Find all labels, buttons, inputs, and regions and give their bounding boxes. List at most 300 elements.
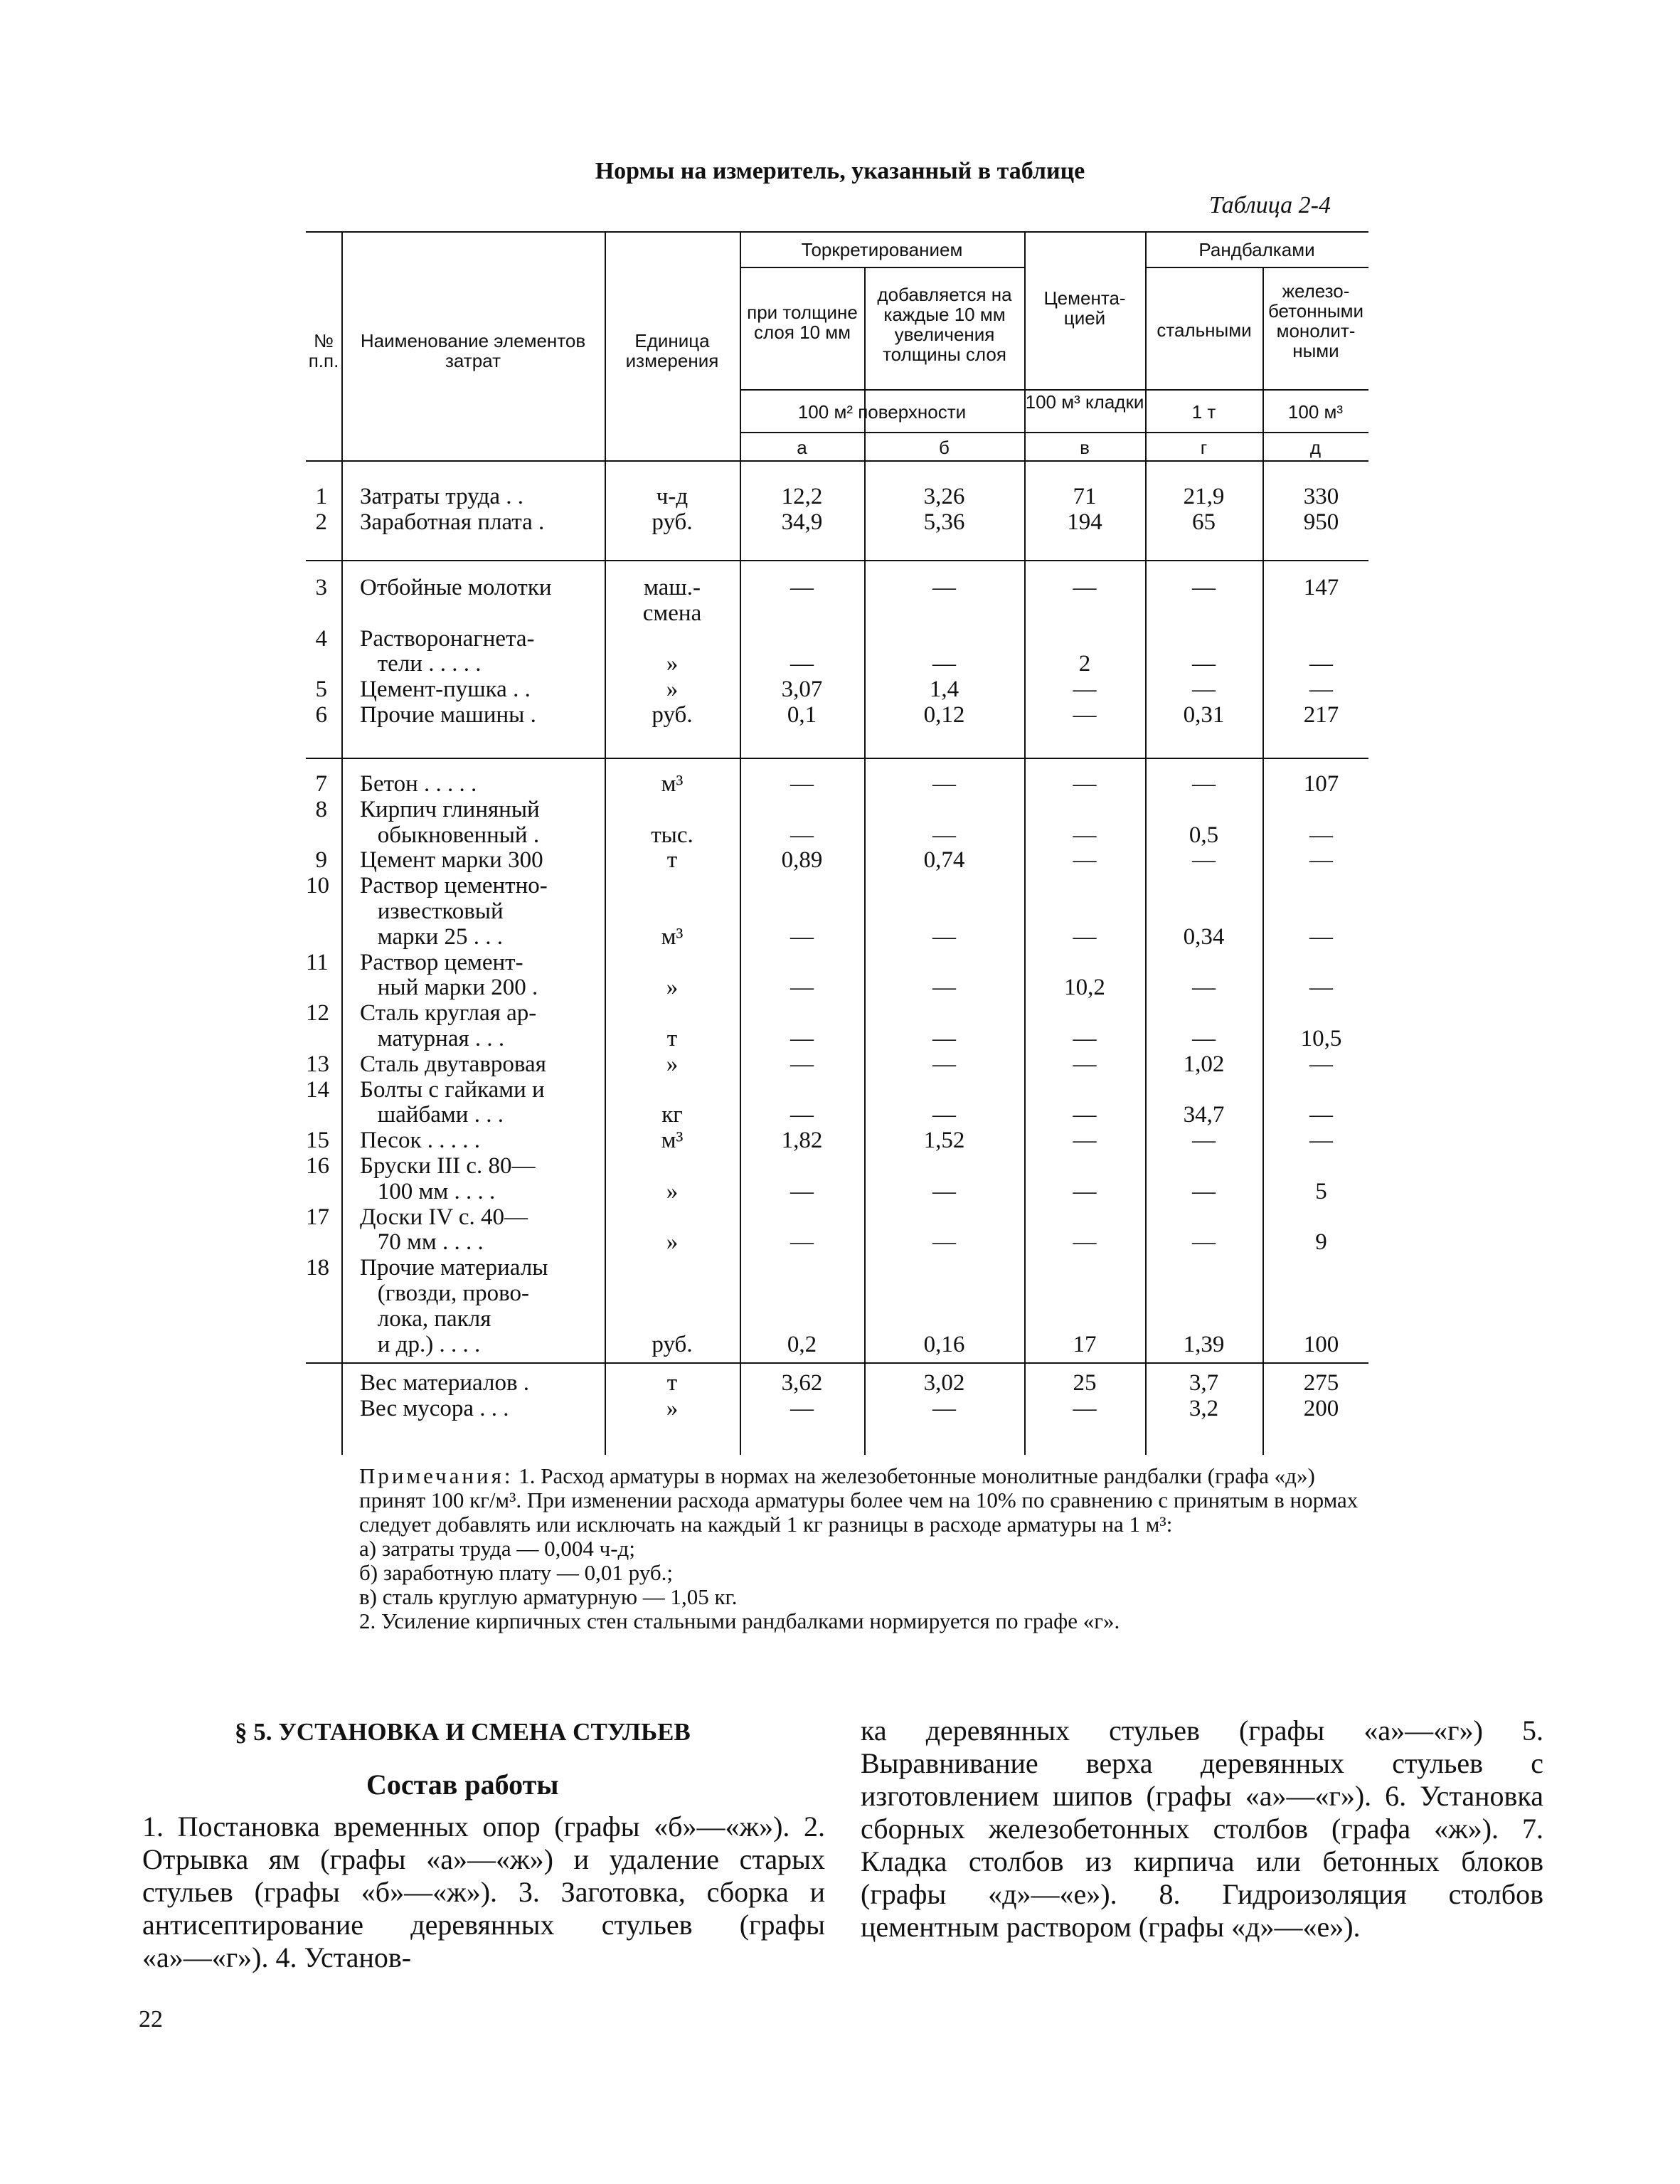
cell-a: — (790, 575, 814, 600)
cell-b: 0,12 (923, 702, 965, 728)
note-b: б) заработную плату — 0,01 руб.; (359, 1560, 673, 1585)
table-row (306, 950, 1368, 975)
cell-v (1024, 1281, 1145, 1306)
cell-a (740, 601, 864, 626)
cell-name: Заработная плата . (360, 509, 545, 535)
cell-unit (605, 899, 740, 924)
cell-b (864, 874, 1024, 898)
cell-g: 21,9 (1183, 484, 1225, 509)
cell-g: — (1192, 771, 1216, 797)
cell-g (1145, 797, 1262, 822)
cell-name: Сталь двутавровая (360, 1051, 546, 1077)
cell-g: 65 (1192, 509, 1216, 535)
cell-name: Доски IV с. 40— (360, 1204, 528, 1230)
cell-num: 16 (306, 1153, 329, 1179)
cell-b (864, 627, 1024, 652)
cell-a: 34,9 (781, 509, 823, 535)
cell-b: — (932, 822, 956, 848)
hdr-cement: Цемента-цией (1043, 287, 1126, 329)
cell-d: — (1309, 822, 1333, 848)
cell-a: 12,2 (781, 484, 823, 509)
cell-a: 3,62 (781, 1370, 823, 1396)
cell-d: 217 (1303, 702, 1339, 728)
cell-a: — (790, 975, 814, 1001)
cell-name: Цемент марки 300 (360, 847, 543, 874)
cell-unit: » (666, 975, 679, 1001)
cell-g: 3,2 (1189, 1395, 1219, 1421)
cell-name: известковый (360, 898, 504, 924)
cell-b: 5,36 (923, 509, 965, 535)
table-row (306, 1396, 1368, 1421)
cell-v: 17 (1073, 1331, 1097, 1357)
cell-d (1262, 1001, 1380, 1026)
cell-b: 3,26 (923, 484, 965, 509)
cell-g: — (1192, 575, 1216, 600)
table-row (306, 1281, 1368, 1306)
cell-d (1262, 1307, 1380, 1332)
cell-v: 25 (1073, 1370, 1097, 1396)
hdr-meas-kladki: 100 м³ кладки (1025, 391, 1144, 413)
cell-num (306, 1027, 327, 1051)
table-row (306, 1230, 1368, 1255)
cell-num: 1 (315, 484, 327, 509)
table-row (306, 1180, 1368, 1204)
rule-meas-top (740, 389, 1368, 391)
cell-b: — (932, 1102, 956, 1128)
cell-a: — (790, 1229, 814, 1256)
cell-a (740, 1154, 864, 1179)
cell-name: ный марки 200 . (360, 975, 538, 1001)
cell-unit: » (666, 1051, 679, 1077)
hdr-stal: стальными (1157, 319, 1252, 341)
cell-num: 8 (315, 796, 327, 822)
cell-name: (гвозди, прово- (360, 1281, 530, 1306)
cell-v (1024, 950, 1145, 975)
cell-unit (605, 797, 740, 822)
cell-a: 1,82 (781, 1128, 823, 1154)
cell-d (1262, 874, 1380, 898)
cell-name: обыкновенный . (360, 822, 540, 848)
cell-num: 9 (315, 847, 327, 874)
cell-num: 12 (306, 1000, 329, 1027)
cell-b: — (932, 771, 956, 797)
cell-name: Сталь круглая ар- (360, 1000, 537, 1027)
cell-num: 15 (306, 1128, 329, 1154)
cell-v: — (1073, 1051, 1097, 1077)
cell-v (1024, 1205, 1145, 1230)
cell-d: 10,5 (1300, 1026, 1342, 1051)
cell-b (864, 1205, 1024, 1230)
table-row (306, 823, 1368, 848)
cell-a (740, 1256, 864, 1281)
cell-v: — (1073, 575, 1097, 600)
cell-b (864, 899, 1024, 924)
cell-b: — (932, 1178, 956, 1204)
cell-b (864, 1256, 1024, 1281)
note-2: 2. Усиление кирпичных стен стальными рандбалками нормируется по графе «г». (359, 1608, 1120, 1633)
cell-v (1024, 899, 1145, 924)
cell-v: — (1073, 702, 1097, 728)
cell-num (306, 1103, 327, 1128)
cell-unit: тыс. (651, 822, 693, 848)
note-c: в) сталь круглую арматурную — 1,05 кг. (359, 1584, 738, 1609)
hdr-randbalki: Рандбалками (1198, 239, 1315, 260)
table-row (306, 925, 1368, 950)
cell-g: 0,5 (1189, 822, 1219, 848)
cell-d: — (1309, 1051, 1333, 1077)
cell-g (1145, 1256, 1262, 1281)
cell-d: 147 (1303, 575, 1339, 600)
cell-g: 0,34 (1183, 923, 1225, 950)
cell-name: Прочие материалы (360, 1255, 548, 1281)
cell-unit: маш.- (644, 575, 701, 600)
table-row (306, 797, 1368, 822)
cell-name: Кирпич глиняный (360, 796, 540, 822)
cell-g: — (1192, 1178, 1216, 1204)
cell-b (864, 1001, 1024, 1026)
cell-v: — (1073, 1128, 1097, 1154)
cell-unit (605, 1281, 740, 1306)
table-label: Таблица 2-4 (1209, 192, 1331, 218)
cell-a (740, 797, 864, 822)
cell-name: лока, пакля (360, 1305, 491, 1332)
cell-name: Песок . . . . . (360, 1128, 480, 1154)
cell-unit (605, 1256, 740, 1281)
cell-name: Цемент-пушка . . (360, 677, 531, 703)
cell-g (1145, 950, 1262, 975)
cell-num: 13 (306, 1051, 329, 1077)
cell-b: — (932, 651, 956, 677)
cell-d: 330 (1303, 484, 1339, 509)
table-row (306, 510, 1368, 535)
cell-g: 0,31 (1183, 702, 1225, 728)
cell-g (1145, 1205, 1262, 1230)
cell-num (306, 601, 327, 626)
cell-unit: т (666, 847, 678, 874)
body-text-right: ка деревянных стульев (графы «а»—«г») 5. Выравнивание верха деревянных стульев с изготовлением шипов (графы «а»—«г»). 6. Установка сборных железобетонных столбов (графа «ж»). 7. Кладка столбов из кирпича или бетонных блоков (графы «д»—«е»). 8. Гидроизоляция столбов цементным раствором (графы «д»—«е»). (861, 1714, 1543, 1943)
cell-unit: т (666, 1026, 678, 1051)
table-row (306, 703, 1368, 728)
cell-g: — (1192, 1128, 1216, 1154)
cell-g (1145, 1001, 1262, 1026)
table-title: Нормы на измеритель, указанный в таблице (595, 158, 1085, 184)
cell-num: 11 (306, 949, 329, 975)
cell-g: — (1192, 1229, 1216, 1256)
cell-g: — (1192, 975, 1216, 1001)
table-row (306, 627, 1368, 652)
cell-unit (605, 1205, 740, 1230)
cell-g: 1,39 (1183, 1331, 1225, 1357)
cell-d (1262, 601, 1380, 626)
cell-v (1024, 627, 1145, 652)
hdr-zhb: железо-бетонными монолит-ными (1267, 280, 1364, 361)
table-row (306, 677, 1368, 702)
cell-g: — (1192, 1026, 1216, 1051)
cell-g (1145, 1078, 1262, 1103)
cell-d: 100 (1303, 1331, 1339, 1357)
table-row (306, 772, 1368, 797)
cell-num: 6 (315, 702, 327, 728)
cell-b: 0,16 (923, 1331, 965, 1357)
cell-num (306, 1180, 327, 1204)
cell-a: — (790, 1102, 814, 1128)
rule-meas-bottom (740, 432, 1368, 433)
sub-heading: Состав работы (366, 1769, 559, 1801)
cell-unit (605, 627, 740, 652)
cell-a: 0,2 (787, 1331, 817, 1357)
cell-name: и др.) . . . . (360, 1331, 481, 1357)
hdr-letter-g: г (1200, 437, 1208, 458)
cell-d: — (1309, 1102, 1333, 1128)
cell-name: матурная . . . (360, 1026, 505, 1051)
cell-a (740, 1078, 864, 1103)
hdr-meas-surface: 100 м² поверхности (797, 401, 967, 423)
group-rule-3 (306, 1362, 1368, 1364)
cell-num: 3 (315, 575, 327, 600)
hdr-letter-d: д (1309, 437, 1322, 458)
cell-g: 3,7 (1189, 1370, 1219, 1396)
cell-g (1145, 899, 1262, 924)
cell-unit: м³ (661, 1128, 684, 1154)
table-row (306, 848, 1368, 873)
cell-v: — (1073, 847, 1097, 874)
cell-unit: » (666, 1178, 679, 1204)
hdr-unit: Единица измерения (625, 330, 719, 371)
cell-a: 3,07 (781, 677, 823, 703)
cell-a: — (790, 1178, 814, 1204)
cell-b (864, 1078, 1024, 1103)
cell-a: 0,1 (787, 702, 817, 728)
cell-unit: руб. (652, 509, 693, 535)
table-row (306, 1371, 1368, 1396)
cell-a: — (790, 822, 814, 848)
cell-num (306, 823, 327, 848)
note-a: а) затраты труда — 0,004 ч-д; (359, 1536, 635, 1561)
cell-v: — (1073, 771, 1097, 797)
table-row (306, 1078, 1368, 1103)
note-1: 1. Расход арматуры в нормах на железобетонные монолитные рандбалки (графа «д») принят 100 кг/м³. При изменении расхода арматуры более чем на 10% по сравнению с принятым в нормах следует добавлять или исключать на каждый 1 кг разницы в расходе арматуры на 1 м³: (359, 1463, 1359, 1537)
table-row (306, 1205, 1368, 1230)
notes-label: Примечания: (359, 1463, 514, 1488)
cell-num: 2 (315, 509, 327, 535)
cell-v: — (1073, 1229, 1097, 1256)
cell-g (1145, 874, 1262, 898)
cell-v: — (1073, 1026, 1097, 1051)
cell-a: — (790, 651, 814, 677)
cell-g: 34,7 (1183, 1102, 1225, 1128)
cell-d: — (1309, 975, 1333, 1001)
cell-unit (605, 950, 740, 975)
cell-a: 0,89 (781, 847, 823, 874)
table-row (306, 975, 1368, 1000)
cell-v: 194 (1067, 509, 1102, 535)
cell-b: — (932, 1229, 956, 1256)
cell-d (1262, 1205, 1380, 1230)
cell-d: 5 (1315, 1178, 1327, 1204)
cell-g (1145, 1281, 1262, 1306)
cell-name: Раствор цемент- (360, 949, 523, 975)
norms-table (306, 231, 1368, 1455)
cell-num (306, 1396, 327, 1421)
cell-name: Затраты труда . . (360, 484, 524, 509)
cell-d (1262, 1154, 1380, 1179)
cell-unit: » (666, 1229, 679, 1256)
cell-unit: смена (642, 600, 702, 626)
cell-unit: кг (661, 1102, 683, 1128)
cell-unit: т (666, 1370, 678, 1396)
table-row (306, 1256, 1368, 1281)
table-row (306, 899, 1368, 924)
body-text-left: 1. Постановка временных опор (графы «б»—«ж»). 2. Отрывка ям (графы «а»—«ж») и удаление старых стульев (графы «б»—«ж»). 3. Заготовка, сборка и антисептирование деревянных стульев (графы «а»—«г»). 4. Установ- (142, 1811, 825, 1973)
cell-d: — (1309, 651, 1333, 677)
cell-g (1145, 601, 1262, 626)
cell-g (1145, 1307, 1262, 1332)
cell-d (1262, 1078, 1380, 1103)
cell-b (864, 797, 1024, 822)
cell-unit (605, 874, 740, 898)
cell-d (1262, 627, 1380, 652)
cell-name: Бетон . . . . . (360, 771, 477, 797)
cell-name: Болты с гайками и (360, 1076, 545, 1103)
cell-g: — (1192, 677, 1216, 703)
cell-d: — (1309, 923, 1333, 950)
cell-a (740, 627, 864, 652)
cell-v (1024, 1307, 1145, 1332)
cell-unit: руб. (652, 702, 693, 728)
cell-unit (605, 1078, 740, 1103)
cell-num (306, 1307, 327, 1332)
cell-v: — (1073, 1178, 1097, 1204)
cell-name: тели . . . . . (360, 651, 482, 677)
cell-num (306, 652, 327, 677)
cell-d: 200 (1303, 1395, 1339, 1421)
cell-b (864, 601, 1024, 626)
cell-name: Отбойные молотки (360, 575, 552, 600)
cell-v (1024, 1078, 1145, 1103)
cell-d (1262, 899, 1380, 924)
cell-unit: руб. (652, 1331, 693, 1357)
table-row (306, 576, 1368, 600)
cell-d (1262, 797, 1380, 822)
cell-a (740, 1307, 864, 1332)
cell-num: 10 (306, 873, 329, 899)
cell-d: 950 (1303, 509, 1339, 535)
cell-b: — (932, 923, 956, 950)
cell-name: Вес мусора . . . (360, 1395, 509, 1421)
cell-a: — (790, 771, 814, 797)
cell-unit: » (666, 1395, 679, 1421)
group-rule-1 (306, 560, 1368, 561)
hdr-dob: добавляется на каждые 10 мм увеличения толщины слоя (877, 284, 1012, 365)
rule-torkret (740, 267, 1024, 268)
cell-unit (605, 1154, 740, 1179)
cell-g (1145, 1154, 1262, 1179)
cell-a (740, 899, 864, 924)
hdr-meas-d: 100 м³ (1287, 401, 1344, 423)
cell-num (306, 1332, 327, 1357)
cell-num (306, 1281, 327, 1306)
table-row (306, 484, 1368, 509)
cell-name: Растворонагнета- (360, 625, 535, 652)
cell-name: Раствор цементно- (360, 873, 548, 899)
cell-d: 9 (1315, 1229, 1327, 1256)
cell-b: — (932, 1051, 956, 1077)
cell-name: 70 мм . . . . (360, 1229, 484, 1256)
cell-d (1262, 1281, 1380, 1306)
cell-d (1262, 1256, 1380, 1281)
cell-d: 275 (1303, 1370, 1339, 1396)
cell-d: 107 (1303, 771, 1339, 797)
cell-d (1262, 950, 1380, 975)
hdr-meas-g: 1 т (1191, 401, 1216, 423)
cell-v: 2 (1078, 651, 1091, 677)
notes (359, 1464, 1369, 1633)
cell-name (360, 601, 609, 626)
cell-name: марки 25 . . . (360, 923, 503, 950)
hdr-letter-b: б (939, 437, 950, 458)
cell-num: 7 (315, 771, 327, 797)
cell-b (864, 950, 1024, 975)
table-row (306, 652, 1368, 677)
hdr-name: Наименование элементов затрат (360, 330, 586, 371)
cell-v: — (1073, 822, 1097, 848)
cell-v (1024, 1001, 1145, 1026)
cell-unit (605, 1307, 740, 1332)
table-row (306, 1307, 1368, 1332)
cell-num (306, 1371, 327, 1396)
cell-num (306, 899, 327, 924)
cell-num (306, 975, 327, 1000)
cell-v: — (1073, 923, 1097, 950)
cell-name: Вес материалов . (360, 1370, 530, 1396)
cell-name: Бруски III с. 80— (360, 1153, 536, 1179)
hdr-torkret: Торкретированием (801, 239, 963, 260)
cell-name: Прочие машины . (360, 702, 536, 728)
cell-unit (605, 1001, 740, 1026)
cell-a (740, 1205, 864, 1230)
cell-b (864, 1154, 1024, 1179)
table-row (306, 1027, 1368, 1051)
table-row (306, 1332, 1368, 1357)
group-rule-2 (306, 758, 1368, 759)
table-row (306, 1128, 1368, 1153)
cell-a: — (790, 923, 814, 950)
cell-unit: ч-д (656, 484, 689, 509)
hdr-num: № п.п. (308, 330, 339, 371)
cell-b: — (932, 1395, 956, 1421)
cell-v: 10,2 (1064, 975, 1105, 1001)
cell-a (740, 1281, 864, 1306)
table-row (306, 1103, 1368, 1128)
table-row (306, 1052, 1368, 1077)
cell-num: 14 (306, 1076, 329, 1103)
cell-num: 17 (306, 1204, 329, 1230)
cell-g: — (1192, 651, 1216, 677)
cell-a: — (790, 1395, 814, 1421)
cell-b: 3,02 (923, 1370, 965, 1396)
cell-num: 18 (306, 1255, 329, 1281)
cell-d: — (1309, 677, 1333, 703)
header-bottom-rule (306, 460, 1368, 462)
rule-randbalki (1145, 267, 1368, 268)
cell-v (1024, 601, 1145, 626)
cell-a: — (790, 1026, 814, 1051)
cell-unit: м³ (661, 771, 684, 797)
page-number: 22 (139, 2006, 163, 2032)
cell-a (740, 950, 864, 975)
cell-num: 5 (315, 677, 327, 703)
cell-b: 1,52 (923, 1128, 965, 1154)
